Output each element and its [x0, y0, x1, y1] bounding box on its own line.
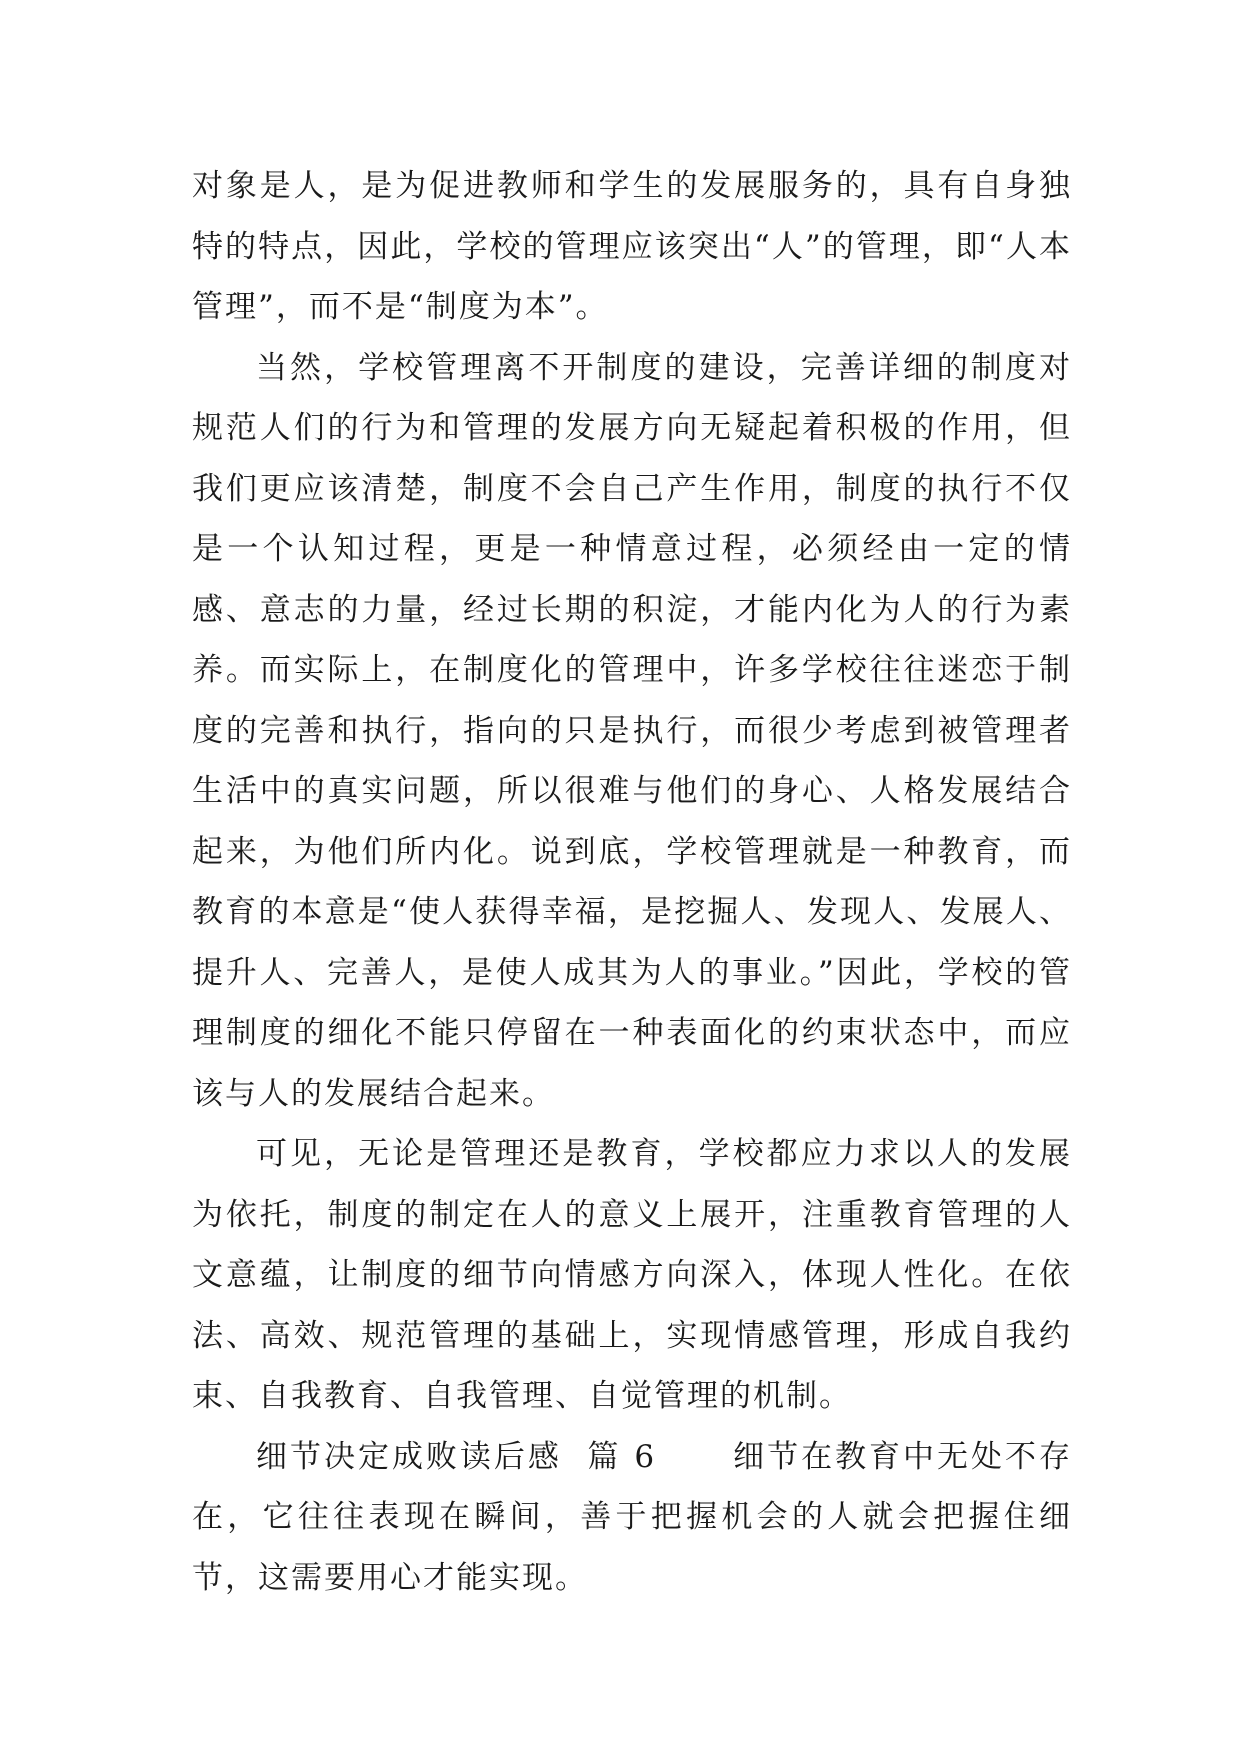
paragraph-3: 可见，无论是管理还是教育，学校都应力求以人的发展为依托，制度的制定在人的意义上展开，注重教育管理的人文意蕴，让制度的细节向情感方向深入，体现人性化。在依法、高效、规范管理的基础上，实现情感管理，形成自我约束、自我教育、自我管理、自觉管理的机制。: [192, 1136, 1072, 1414]
paragraph-2: 当然，学校管理离不开制度的建设，完善详细的制度对规范人们的行为和管理的发展方向无疑起着积极的作用，但我们更应该清楚，制度不会自己产生作用，制度的执行不仅是一个认知过程，更是一种情意过程，必须经由一定的情感、意志的力量，经过长期的积淀，才能内化为人的行为素养。而实际上，在制度化的管理中，许多学校往往迷恋于制度的完善和执行，指向的只是执行，而很少考虑到被管理者生活中的真实问题，所以很难与他们的身心、人格发展结合起来，为他们所内化。说到底，学校管理就是一种教育，而教育的本意是“使人获得幸福，是挖掘人、发现人、发展人、提升人、完善人，是使人成其为人的事业。”因此，学校的管理制度的细化不能只停留在一种表面化的约束状态中，而应该与人的发展结合起来。: [192, 349, 1072, 1112]
paragraph-1: 对象是人，是为促进教师和学生的发展服务的，具有自身独特的特点，因此，学校的管理应该突出“人”的管理，即“人本管理”，而不是“制度为本”。: [192, 168, 1072, 325]
document-body: [192, 156, 1072, 1608]
paragraph-4: 细节决定成败读后感 篇 6 细节在教育中无处不存在，它往往表现在瞬间，善于把握机会的人就会把握住细节，这需要用心才能实现。: [192, 1438, 1072, 1596]
